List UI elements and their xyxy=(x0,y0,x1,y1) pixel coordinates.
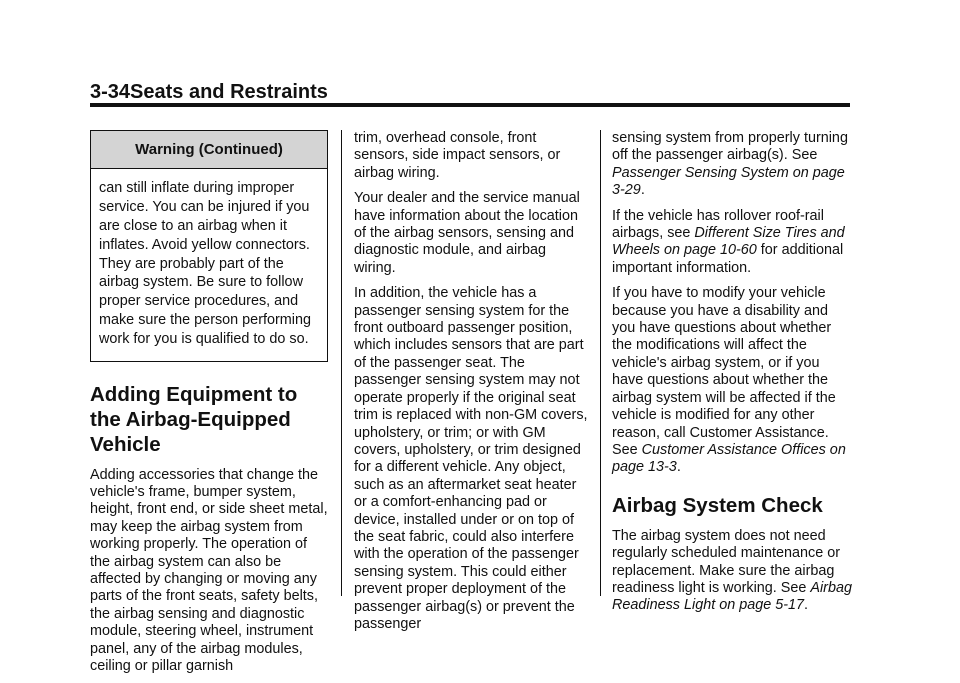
heading-airbag-system-check: Airbag System Check xyxy=(612,493,823,517)
paragraph-text: sensing system from properly turning off the passenger airbag(s). See xyxy=(612,130,848,164)
paragraph: The airbag system does not need regularly scheduled maintenance or replacement. Make sure the airbag readiness light is working. See Airbag Readiness Light on page 5-17. xyxy=(612,527,852,614)
paragraph: If the vehicle has rollover roof-rail airbags, see Different Size Tires and Wheels on page 10-60 for additional important information. xyxy=(612,207,845,276)
paragraph: trim, overhead console, front sensors, side impact sensors, or airbag wiring. xyxy=(354,130,561,181)
header-rule xyxy=(90,103,850,107)
paragraph: Adding accessories that change the vehicle's frame, bumper system, height, front end, or side sheet metal, may keep the airbag system from working properly. The operation of the airbag system can also be affected by changing or moving any parts of the front seats, safety belts, the airbag sensing and diagnostic module, steering wheel, instrument panel, any of the airbag modules, ceiling or pillar garnish xyxy=(90,466,328,675)
heading-adding-equipment: Adding Equipment to the Airbag-Equipped Vehicle xyxy=(90,382,298,456)
column-divider xyxy=(600,130,601,596)
paragraph: If you have to modify your vehicle because you have a disability and you have questions about whether the modifications will affect the vehicle's airbag system, or if you have questions about whether the airbag system will be affected if the vehicle is modified for any other reason, call Customer Assistance. See Customer Assistance Offices on page 13-3. xyxy=(612,285,846,476)
column-3 xyxy=(612,130,852,623)
cross-reference-link[interactable]: Airbag Readiness Light on page 5-17 xyxy=(612,579,852,614)
page-header xyxy=(90,80,850,104)
warning-box xyxy=(90,130,328,362)
cross-reference-link[interactable]: Different Size Tires and Wheels on page 10-60 xyxy=(612,225,845,259)
cross-reference-link[interactable]: Customer Assistance Offices on page 13-3 xyxy=(612,441,846,476)
warning-body: can still inflate during improper service. You can be injured if you are close to an airbag when it inflates. Avoid yellow connectors. They are probably part of the airbag system. Be sure to follow proper service procedures, and make sure the person performing work for you is qualified to do so. xyxy=(99,180,311,347)
paragraph: In addition, the vehicle has a passenger sensing system for the front outboard passenger position, which includes sensors that are part of the passenger seat. The passenger sensing system may not operate properly if the original seat trim is replaced with non-GM covers, upholstery, or trim; or with GM covers, upholstery, or trim designed for a different vehicle. Any object, such as an aftermarket seat heater or a comfort-enhancing pad or device, installed under or on top of the seat fabric, could also interfere with the operation of the passenger sensing system. This could either prevent proper deployment of the passenger airbag(s) or prevent the passenger xyxy=(354,285,588,632)
column-1 xyxy=(90,130,328,683)
page-number: 3-34 xyxy=(90,81,131,103)
column-2 xyxy=(354,130,590,641)
section-title: Seats and Restraints xyxy=(130,81,328,103)
cross-reference-link[interactable]: Passenger Sensing System on page 3-29 xyxy=(612,164,845,199)
paragraph: Your dealer and the service manual have information about the location of the airbag sensors, sensing and diagnostic module, and airbag wiring. xyxy=(354,190,580,276)
column-divider xyxy=(341,130,342,596)
paragraph: sensing system from properly turning off the passenger airbag(s). See Passenger Sensing System on page 3-29. xyxy=(612,130,848,199)
warning-title: Warning (Continued) xyxy=(91,131,327,169)
